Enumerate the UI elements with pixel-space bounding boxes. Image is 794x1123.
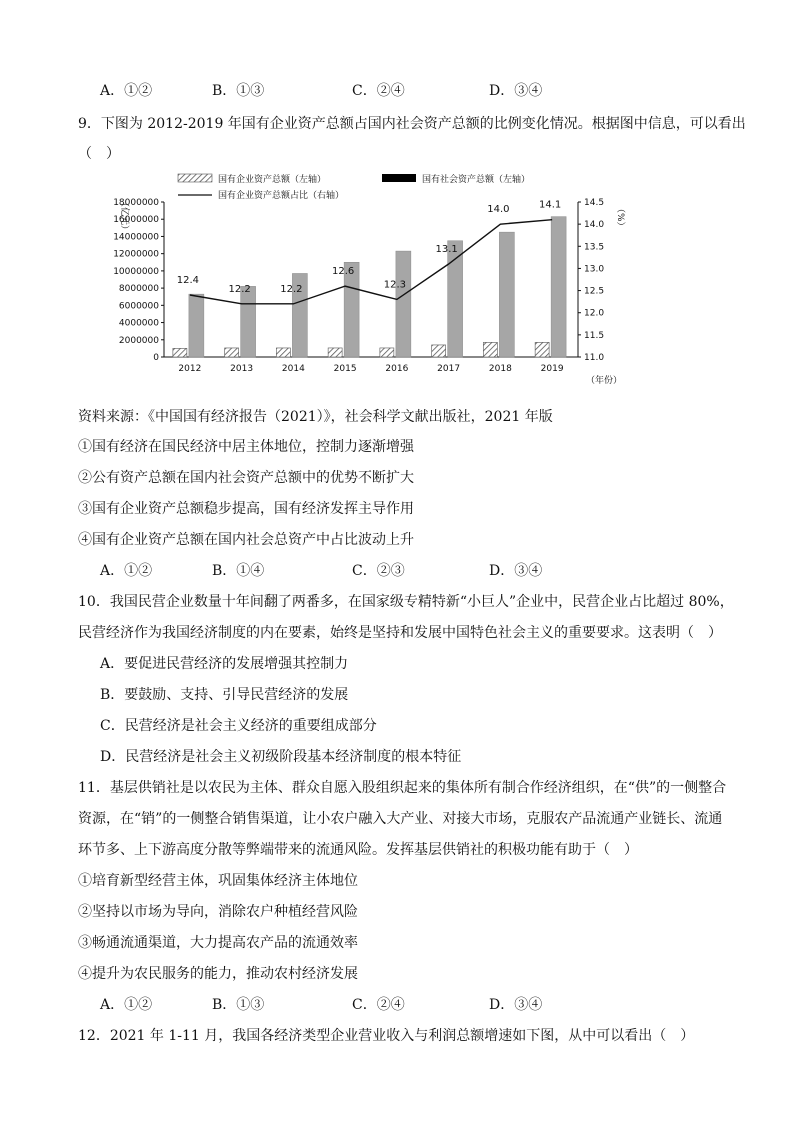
- left-tick-label: 6000000: [118, 301, 159, 312]
- legend-label-line: 国有企业资产总额占比（右轴）: [218, 191, 345, 201]
- left-tick-label: 12000000: [113, 249, 159, 260]
- bar-state-enterprise-assets: [432, 345, 446, 357]
- q9-statement-1: ①国有经济在国民经济中居主体地位，控制力逐渐增强: [78, 439, 414, 455]
- q9-chart: [100, 168, 660, 400]
- q11-statement-4: ④提升为农民服务的能力，推动农村经济发展: [78, 966, 358, 982]
- right-tick-label: 12.5: [584, 286, 605, 297]
- bar-state-social-assets: [241, 286, 256, 357]
- bar-state-enterprise-assets: [173, 348, 187, 357]
- bar-state-enterprise-assets: [276, 348, 290, 357]
- q11-statement-3: ③畅通流通渠道，大力提高农产品的流通效率: [78, 935, 358, 951]
- left-tick-label: 18000000: [113, 198, 159, 208]
- line-data-label: 12.4: [176, 275, 200, 286]
- q9-option-c: C．②③: [352, 563, 405, 579]
- x-tick-label: 2018: [488, 364, 512, 374]
- left-tick-label: 16000000: [113, 215, 159, 226]
- x-tick-label: 2012: [178, 364, 202, 374]
- q8-option-a: A．①②: [100, 83, 153, 99]
- bar-state-social-assets: [551, 217, 566, 357]
- bar-state-enterprise-assets: [225, 348, 239, 357]
- q9-stem-paren: （ ）: [78, 146, 120, 162]
- x-tick-label: 2014: [281, 364, 305, 374]
- q9-option-a: A．①②: [100, 563, 153, 579]
- left-axis-unit: （亿元）: [119, 197, 129, 235]
- q9-statement-3: ③国有企业资产总额稳步提高，国有经济发挥主导作用: [78, 501, 414, 517]
- line-data-label: 14.0: [487, 204, 510, 216]
- bar-state-enterprise-assets: [483, 342, 497, 357]
- bar-state-social-assets: [396, 251, 411, 357]
- x-tick-label: 2017: [437, 364, 461, 374]
- q11-stem: 11．基层供销社是以农民为主体、群众自愿入股组织起来的集体所有制合作经济组织，在“供”的一侧整合: [78, 780, 727, 796]
- right-tick-label: 14.5: [584, 198, 605, 208]
- right-tick-label: 13.0: [584, 264, 605, 275]
- line-data-label: 12.3: [383, 279, 407, 291]
- legend-swatch-solid: [382, 174, 416, 182]
- q11-option-a: A．①②: [100, 997, 153, 1013]
- q9-chart-svg: [100, 168, 660, 400]
- line-data-label: 12.2: [228, 283, 251, 295]
- legend-label-hatched: 国有企业资产总额（左轴）: [218, 175, 327, 185]
- bar-state-enterprise-assets: [380, 348, 394, 357]
- q10-option-b: B．要鼓励、支持、引导民营经济的发展: [100, 687, 349, 703]
- right-tick-label: 12.0: [584, 308, 605, 319]
- q11-option-d: D．③④: [489, 997, 543, 1013]
- q9-stem: 9．下图为 2012-2019 年国有企业资产总额占国内社会资产总额的比例变化情况。根据图中信息，可以看出: [78, 116, 746, 132]
- q10-option-a: A．要促进民营经济的发展增强其控制力: [100, 656, 349, 672]
- bar-state-social-assets: [189, 294, 204, 357]
- q10-option-d: D．民营经济是社会主义初级阶段基本经济制度的根本特征: [100, 749, 462, 765]
- x-tick-label: 2013: [230, 364, 254, 374]
- line-data-label: 12.6: [331, 266, 355, 278]
- bar-state-enterprise-assets: [328, 348, 342, 357]
- left-tick-label: 8000000: [118, 284, 159, 295]
- q11-stem-cont-2: 环节多、上下游高度分散等弊端带来的流通风险。发挥基层供销社的积极功能有助于（ ）: [78, 842, 638, 858]
- legend-swatch-hatched: [178, 174, 212, 182]
- q8-option-b: B．①③: [212, 83, 265, 99]
- q11-option-b: B．①③: [212, 997, 265, 1013]
- left-tick-label: 10000000: [113, 266, 159, 277]
- q8-option-c: C．②④: [352, 83, 405, 99]
- line-data-label: 14.1: [538, 199, 562, 211]
- right-tick-label: 11.0: [584, 353, 605, 363]
- q10-stem: 10．我国民营企业数量十年间翻了两番多，在国家级专精特新“小巨人”企业中，民营企业占比超过 80%，: [78, 594, 734, 610]
- x-tick-label: 2016: [385, 364, 409, 374]
- x-tick-label: 2015: [333, 364, 357, 374]
- q9-source: 资料来源：《中国国有经济报告（2021）》，社会科学文献出版社，2021 年版: [78, 409, 553, 425]
- q10-option-c: C．民营经济是社会主义经济的重要组成部分: [100, 718, 377, 734]
- right-axis-unit: （%）: [615, 204, 625, 231]
- x-axis-unit: （年份）: [585, 376, 623, 386]
- q11-option-c: C．②④: [352, 997, 405, 1013]
- bar-state-social-assets: [499, 232, 514, 357]
- left-tick-label: 14000000: [113, 232, 159, 243]
- left-tick-label: 0: [153, 353, 159, 363]
- right-tick-label: 13.5: [584, 242, 605, 253]
- q9-option-b: B．①④: [212, 563, 265, 579]
- line-data-label: 12.2: [280, 283, 303, 295]
- q8-option-d: D．③④: [489, 83, 543, 99]
- right-tick-label: 14.0: [584, 220, 605, 231]
- q11-statement-1: ①培育新型经营主体，巩固集体经济主体地位: [78, 873, 358, 889]
- q9-statement-4: ④国有企业资产总额在国内社会总资产中占比波动上升: [78, 532, 414, 548]
- x-tick-label: 2019: [540, 364, 564, 374]
- q9-option-d: D．③④: [489, 563, 543, 579]
- q10-stem-cont: 民营经济作为我国经济制度的内在要素，始终是坚持和发展中国特色社会主义的重要要求。这表明（ ）: [78, 625, 722, 641]
- legend-label-solid: 国有社会资产总额（左轴）: [422, 175, 531, 185]
- bar-state-enterprise-assets: [535, 342, 549, 357]
- right-tick-label: 11.5: [584, 330, 605, 341]
- q11-statement-2: ②坚持以市场为导向，消除农户种植经营风险: [78, 904, 358, 920]
- left-tick-label: 4000000: [118, 318, 159, 329]
- q12-stem: 12．2021 年 1-11 月，我国各经济类型企业营业收入与利润总额增速如下图，从中可以看出（ ）: [78, 1028, 695, 1044]
- q9-statement-2: ②公有资产总额在国内社会资产总额中的优势不断扩大: [78, 470, 414, 486]
- q11-stem-cont-1: 资源，在“销”的一侧整合销售渠道，让小农户融入大产业、对接大市场，克服农产品流通产业链长、流通: [78, 811, 723, 827]
- line-data-label: 13.1: [435, 244, 458, 255]
- left-tick-label: 2000000: [118, 335, 159, 346]
